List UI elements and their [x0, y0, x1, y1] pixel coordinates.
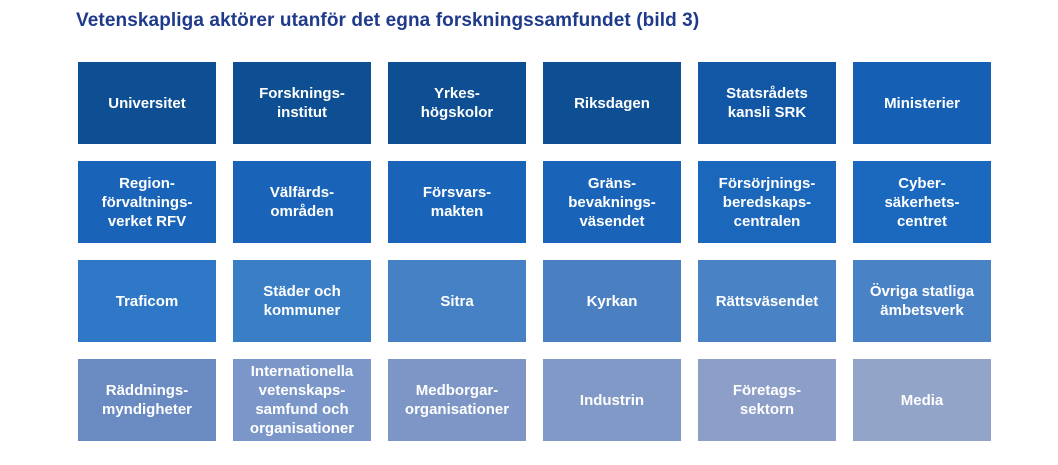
actor-tile [78, 260, 216, 342]
actor-tile-label: Region- förvaltnings- verket RFV [101, 174, 193, 230]
actor-tile-label: Riksdagen [574, 94, 650, 112]
actor-tile [233, 161, 371, 243]
actor-tile [853, 161, 991, 243]
actor-tile [388, 62, 526, 144]
actor-tile [388, 359, 526, 441]
actor-tile [698, 62, 836, 144]
actor-tile [853, 62, 991, 144]
actor-tile-label: Sitra [440, 292, 474, 310]
actor-tile [388, 260, 526, 342]
actor-tile-label: Kyrkan [586, 292, 638, 310]
actor-tile-label: Ministerier [884, 94, 960, 112]
actor-grid [78, 62, 991, 441]
actor-tile-label: Forsknings- institut [259, 85, 345, 121]
actor-tile-label: Media [900, 391, 944, 409]
actor-tile-label: Välfärds- områden [269, 184, 335, 220]
actor-tile-label: Internationella vetenskaps- samfund och organisationer [249, 363, 355, 437]
actor-tile [233, 260, 371, 342]
actor-tile [543, 359, 681, 441]
actor-tile-label: Traficom [115, 292, 179, 310]
page-title: Vetenskapliga aktörer utanför det egna forskningssamfundet (bild 3) [76, 10, 700, 31]
actor-tile-label: Städer och kommuner [263, 283, 341, 319]
actor-tile-label: Statsrådets kansli SRK [726, 85, 808, 121]
actor-tile [853, 260, 991, 342]
actor-tile-label: Universitet [108, 94, 186, 112]
actor-tile [853, 359, 991, 441]
actor-tile [78, 62, 216, 144]
actor-tile [388, 161, 526, 243]
actor-tile [543, 62, 681, 144]
actor-tile-label: Räddnings- myndigheter [101, 382, 192, 418]
actor-tile [78, 359, 216, 441]
actor-tile-label: Gräns- bevaknings- väsendet [568, 174, 656, 230]
actor-tile-label: Försörjnings- beredskaps- centralen [718, 174, 816, 230]
actor-tile-label: Cyber- säkerhets- centret [884, 174, 960, 230]
actor-tile-label: Rättsväsendet [715, 292, 819, 310]
actor-tile-label: Övriga statliga ämbetsverk [869, 283, 975, 319]
actor-tile-label: Yrkes- högskolor [420, 85, 494, 121]
actor-tile [78, 161, 216, 243]
actor-tile [233, 62, 371, 144]
actor-tile [543, 161, 681, 243]
actor-tile [698, 359, 836, 441]
actor-tile-label: Företags- sektorn [732, 382, 802, 418]
actor-tile [233, 359, 371, 441]
actor-tile [698, 260, 836, 342]
actor-tile [698, 161, 836, 243]
actor-tile-label: Industrin [579, 391, 645, 409]
actor-tile [543, 260, 681, 342]
actor-tile-label: Medborgar- organisationer [404, 382, 510, 418]
actor-tile-label: Försvars- makten [422, 184, 492, 220]
